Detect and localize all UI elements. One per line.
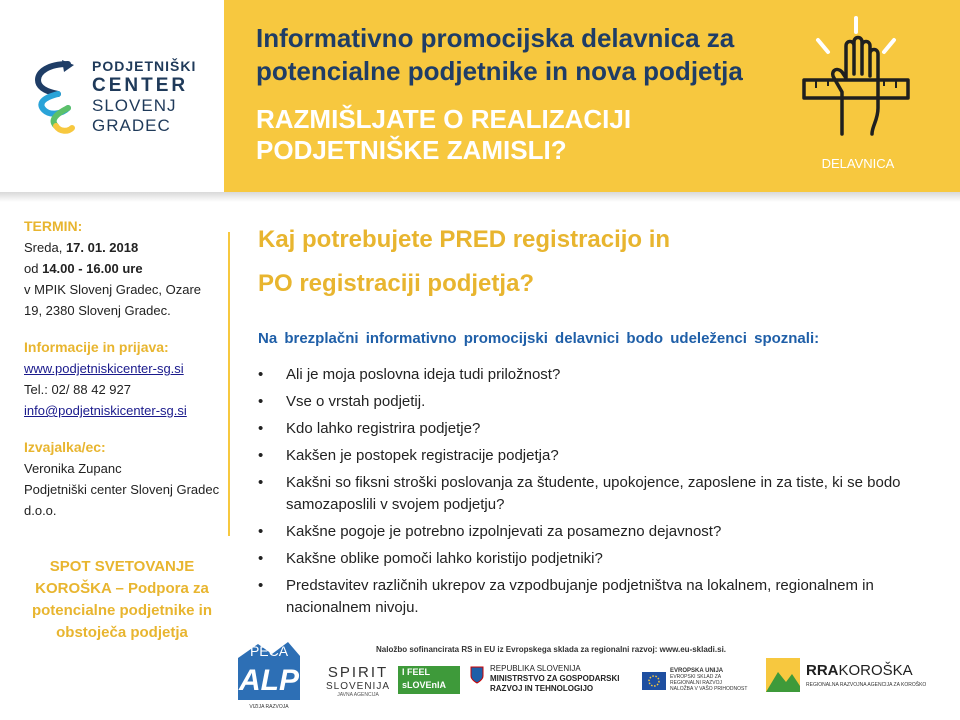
event-date (24, 237, 220, 258)
ministry-line-1: REPUBLIKA SLOVENIJA (490, 664, 581, 673)
list-item-text: Kakšni so fiksni stroški poslovanja za študente, upokojence, zaposlene in za tiste, ki se bodo samozaposlili v svojem podjetju? (286, 474, 901, 513)
event-time (24, 258, 220, 279)
bullet: • (258, 550, 264, 567)
peca-caption: VIZIJA RAZVOJA (249, 704, 289, 710)
peca-top-text: PECA (249, 643, 289, 659)
phone: Tel.: 02/ 88 42 927 (24, 382, 131, 397)
logo-line-3: SLOVENJ (92, 96, 177, 115)
event-date-value: 17. 01. 2018 (65, 240, 139, 255)
presenter-heading: Izvajalka/ec: (24, 439, 106, 455)
funding-note: Naložbo sofinancirata RS in EU iz Evropskega sklada za regionalni razvoj: www.eu-skladi.si. (376, 645, 727, 654)
termin-heading: TERMIN: (24, 218, 83, 234)
ministry-line-3: RAZVOJ IN TEHNOLOGIJO (490, 684, 594, 693)
bullet: • (258, 447, 264, 464)
presenter-name: Veronika Zupanc (24, 461, 122, 476)
rra-caption: REGIONALNA RAZVOJNA AGENCIJA ZA KOROŠKO (806, 682, 927, 688)
logo-line-1: PODJETNIŠKI (92, 58, 197, 74)
bullet: • (258, 420, 264, 437)
bullet: • (258, 393, 264, 410)
rra-koroska-logo (766, 658, 936, 694)
peca-main-text: ALP (239, 664, 299, 697)
bullet: • (258, 366, 264, 383)
list-item (258, 472, 938, 516)
list-item-text: Predstavitev različnih ukrepov za vzpodbujanje podjetništva na lokalnem, regionalnem in nacionalnem nivoju. (286, 577, 874, 616)
rra-mountain-icon (766, 658, 800, 692)
eu-line-1: EVROPSKA UNIJA (670, 668, 724, 674)
page-subtitle: RAZMIŠLJATE O REALIZACIJI PODJETNIŠKE ZAMISLI? (256, 104, 632, 165)
event-day: Sreda, (24, 240, 63, 255)
eu-line-2: EVROPSKI SKLAD ZA (670, 674, 722, 680)
list-item (258, 575, 938, 619)
list-item-text: Ali je moja poslovna ideja tudi priložnost? (286, 366, 561, 383)
list-item (258, 391, 938, 413)
website-link[interactable]: www.podjetniskicenter-sg.si (24, 361, 184, 376)
eu-flag-icon (642, 672, 666, 690)
event-place: v MPIK Slovenj Gradec, Ozare 19, 2380 Slovenj Gradec. (24, 282, 202, 318)
bullet: • (258, 523, 264, 540)
list-item (258, 445, 938, 467)
list-item-text: Kdo lahko registrira podjetje? (286, 420, 481, 437)
eu-line-4: NALOŽBA V VAŠO PRIHODNOST (670, 686, 748, 692)
spirit-line-1: SPIRIT (327, 664, 389, 681)
question-line-2: PO registraciji podjetja? (258, 270, 535, 297)
event-time-value: 14.00 - 16.00 ure (42, 261, 143, 276)
info-heading: Informacije in prijava: (24, 339, 169, 355)
eu-line-3: REGIONALNI RAZVOJ (670, 680, 722, 686)
workshop-badge: DELAVNICA (821, 156, 895, 171)
coat-of-arms-icon (470, 666, 484, 684)
peca-alp-mountain-icon (238, 640, 300, 706)
list-item (258, 418, 938, 440)
list-item-text: Kakšne oblike pomoči lahko koristijo podjetniki? (286, 550, 603, 567)
ministry-logo (470, 664, 634, 702)
logo-text (92, 56, 196, 136)
event-time-prefix: od (24, 261, 39, 276)
rra-text-2: KOROŠKA (838, 662, 913, 679)
bullet: • (258, 577, 264, 594)
spirit-line-3: JAVNA AGENCIJA (337, 692, 379, 698)
divider-line (228, 232, 230, 536)
list-item (258, 548, 938, 570)
list-item-text: Kakšne pogoje je potrebno izpolnjevati za posamezno dejavnost? (286, 523, 722, 540)
raised-hand-icon (796, 16, 916, 156)
peca-alp-logo (238, 640, 300, 706)
event-details (24, 216, 220, 521)
spot-note: SPOT SVETOVANJE KOROŠKA – Podpora za potencialne podjetnike in obstoječa podjetja (31, 558, 213, 641)
eu-logo (642, 668, 748, 698)
logo-line-4: GRADEC (92, 116, 171, 135)
list-item (258, 364, 938, 386)
topic-list (258, 364, 938, 624)
email-link[interactable]: info@podjetniskicenter-sg.si (24, 403, 187, 418)
question-line-1: Kaj potrebujete PRED registracijo in (258, 226, 671, 253)
list-item (258, 521, 938, 543)
spirit-line-2: SLOVENIJA (325, 681, 391, 692)
logo-icon (28, 58, 88, 138)
page-title: Informativno promocijska delavnica za potencialne podjetnike in nova podjetja (256, 23, 743, 86)
ifeel-line-2: sLOVEnIA (402, 680, 447, 690)
ifeel-line-1: I FEEL (402, 667, 431, 677)
presenter-org: Podjetniški center Slovenj Gradec d.o.o. (24, 482, 220, 518)
rra-text-1: RRA (806, 662, 839, 679)
header-shadow (0, 192, 960, 202)
spirit-logo (322, 664, 462, 698)
ministry-line-2: MINISTRSTVO ZA GOSPODARSKI (490, 674, 620, 683)
bullet: • (258, 474, 264, 491)
list-item-text: Vse o vrstah podjetij. (286, 393, 426, 410)
list-item-text: Kakšen je postopek registracije podjetja? (286, 447, 559, 464)
logo-line-2: CENTER (92, 75, 189, 96)
intro-text: Na brezplačni informativno promocijski delavnici bodo udeleženci spoznali: (258, 330, 820, 347)
